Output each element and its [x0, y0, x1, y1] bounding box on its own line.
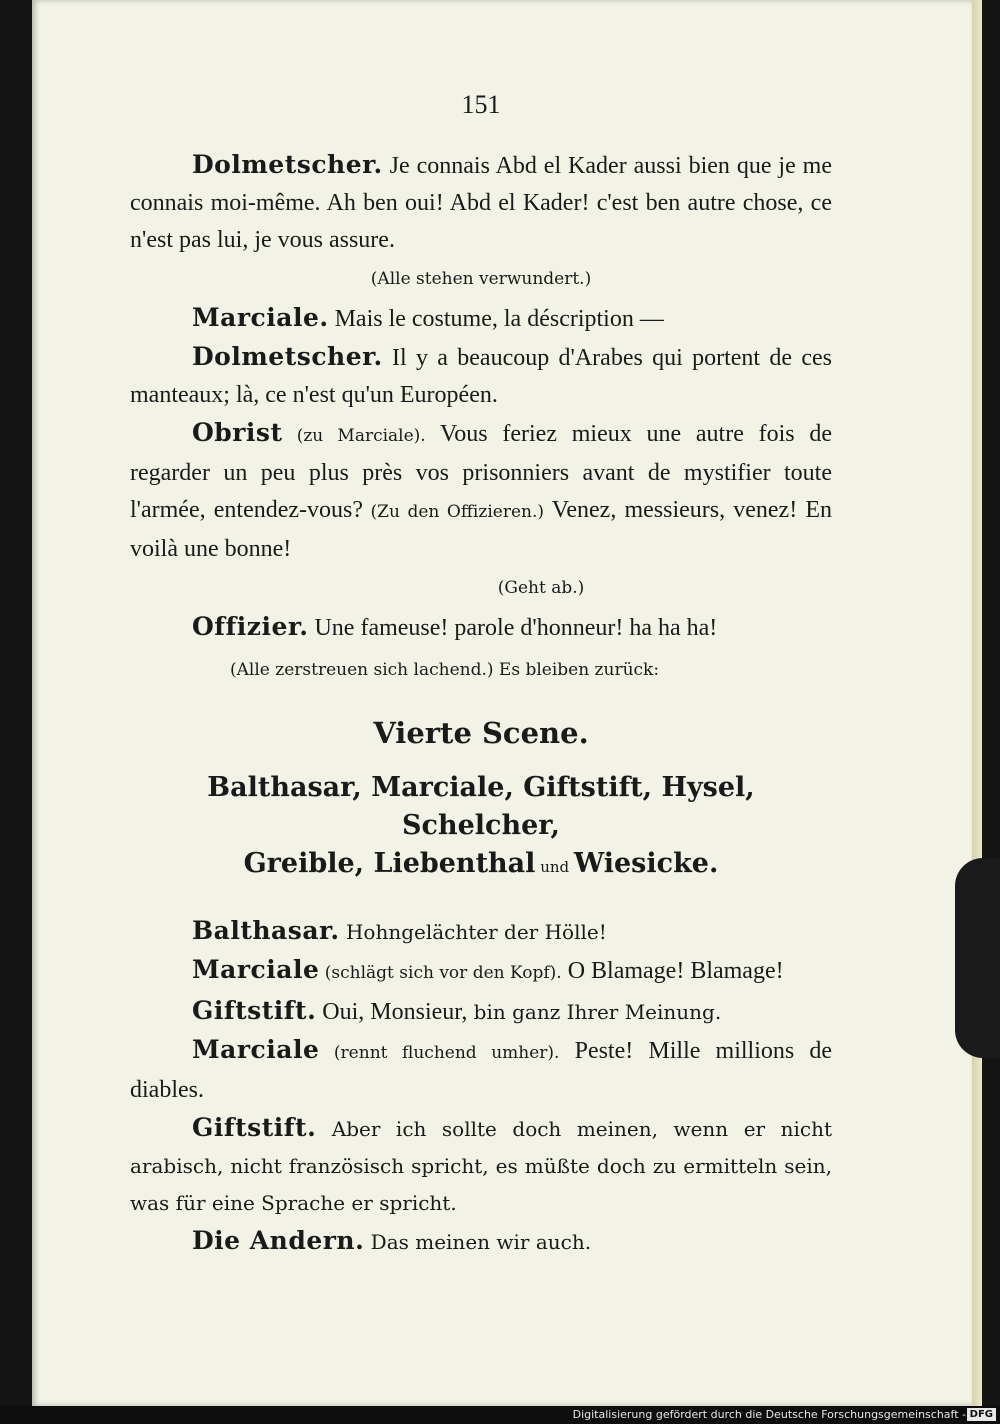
speech-marciale-1 [130, 299, 832, 338]
cast-names: Greible, Liebenthal [243, 848, 536, 879]
speech-offizier [130, 608, 832, 647]
speech-text: Oui, Monsieur, [316, 999, 468, 1025]
speech-text: bin ganz Ihrer Meinung. [467, 1000, 722, 1024]
stage-direction-inline: (zu Marciale). [282, 426, 426, 446]
stage-direction-inline: (rennt fluchend umher). [319, 1043, 560, 1063]
cast-line: Balthasar, Marciale, Giftstift, Hysel, Schelcher, [207, 772, 755, 841]
speaker-name: Die Andern. [192, 1226, 365, 1255]
speaker-name: Offizier. [192, 612, 309, 641]
speaker-name: Marciale. [192, 303, 329, 332]
speech-marciale-3 [130, 1031, 832, 1109]
stage-direction: (Alle stehen verwundert.) [370, 269, 592, 289]
speech-dolmetscher-2 [130, 338, 832, 414]
speech-text: Aber ich sollte doch meinen, wenn er nicht arabisch, nicht französisch spricht, es müßte doch zu ermitteln sein, was für eine Sprache er spricht. [130, 1117, 832, 1215]
dfg-logo: DFG [967, 1408, 996, 1421]
speech-text: Une fameuse! parole d'honneur! ha ha ha! [308, 615, 718, 641]
speech-text: Das meinen wir auch. [364, 1230, 592, 1254]
speech-giftstift-2 [130, 1109, 832, 1222]
speech-text: O Blamage! Blamage! [561, 958, 784, 984]
speaker-name: Marciale [192, 1035, 320, 1064]
speech-text: Vous feriez mieux une autre fois de regarder un peu plus près vos prisonniers avant de mystifier toute l'armée, entendez-vous? [130, 421, 833, 523]
speaker-name: Obrist [192, 418, 283, 447]
speech-text: Hohngelächter der Hölle! [339, 920, 607, 944]
scene-heading: Vierte Scene. [373, 716, 589, 750]
speech-text: Peste! Mille millions de diables. [130, 1038, 832, 1103]
speech-text: Mais le costume, la déscription — [328, 306, 664, 332]
speech-die-andern [130, 1222, 832, 1261]
speaker-name: Dolmetscher. [192, 150, 383, 179]
speech-text: Je connais Abd el Kader aussi bien que je me connais moi-même. Ah ben oui! Abd el Kader! c'est ben autre chose, ce n'est pas lui, je vous assure. [130, 153, 832, 253]
speech-dolmetscher-1 [130, 146, 832, 259]
stage-direction: (Geht ab.) [497, 578, 585, 598]
cast-names: Wiesicke. [573, 848, 719, 879]
stage-direction-inline: (Zu den Offizieren.) [363, 502, 544, 522]
cast-conjunction: und [535, 858, 574, 876]
speech-text: Venez, messieurs, venez! En voilà une bonne! [130, 497, 832, 562]
speaker-name: Giftstift. [192, 1113, 317, 1142]
cast-line [130, 845, 832, 886]
footer-credit: Digitalisierung gefördert durch die Deutsche Forschungsgemeinschaft - [572, 1408, 966, 1421]
page-edge [972, 0, 982, 1406]
speech-text: Il y a beaucoup d'Arabes qui portent de ces manteaux; là, ce n'est qu'un Européen. [130, 345, 832, 408]
page-tab-marker [955, 858, 1000, 1058]
speech-obrist [130, 414, 832, 568]
page-number: 151 [461, 90, 501, 119]
stage-direction-inline: (schlägt sich vor den Kopf). [319, 963, 562, 983]
speech-marciale-2 [130, 951, 832, 992]
speaker-name: Dolmetscher. [192, 342, 383, 371]
page-text [130, 80, 832, 1261]
speech-giftstift-1 [130, 992, 832, 1031]
speaker-name: Marciale [192, 955, 320, 984]
speech-balthasar [130, 912, 832, 951]
cast-list [130, 769, 832, 886]
speaker-name: Balthasar. [192, 916, 340, 945]
speaker-name: Giftstift. [192, 996, 317, 1025]
stage-direction: (Alle zerstreuen sich lachend.) Es bleiben zurück: [230, 660, 660, 680]
